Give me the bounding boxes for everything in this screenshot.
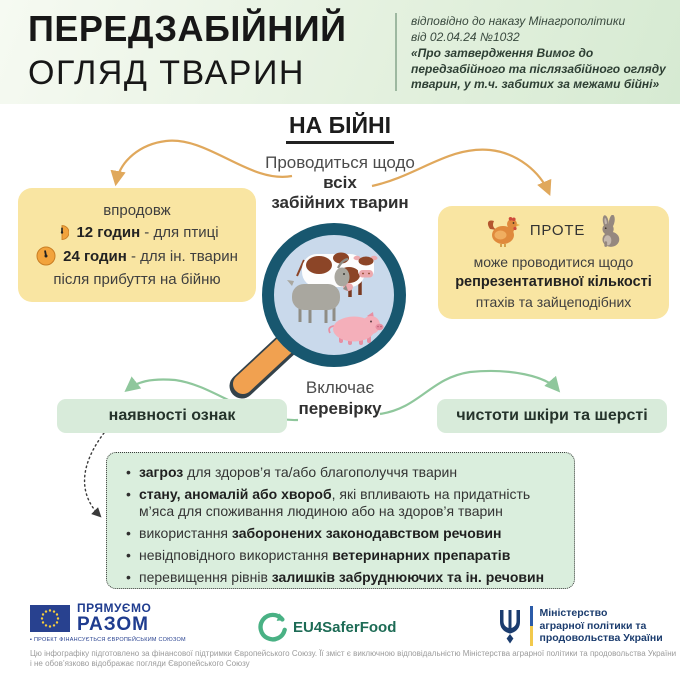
rabbit-icon (595, 215, 623, 247)
checklist-item: • загроз для здоров’я та/або благополуччя тварин (125, 464, 558, 481)
exception-box (438, 206, 669, 319)
ministry-logo (497, 606, 663, 646)
checklist-item: • стану, аномалій або хвороб, які впливають на придатність м’яса для споживання людиною або на здоров’я тварин (125, 486, 558, 520)
eu4saferfood-label: EU4SaferFood (293, 618, 397, 636)
checklist-item: • використання заборонених законодавством речовин (125, 525, 558, 542)
ministry-line3: продовольства України (539, 632, 663, 645)
includes-line1: Включає (305, 378, 375, 397)
eu-logo-line1: ПРЯМУЄМО (77, 601, 152, 615)
timing-target: - для птиці (140, 224, 219, 241)
exception-label: ПРОТЕ (529, 222, 586, 239)
dotted-arrow-to-checklist (85, 433, 104, 516)
order-ref-line2: від 02.04.24 №1032 (411, 29, 520, 44)
disclaimer-line2: і не обов’язково відображає погляди Європейського Союзу (30, 659, 250, 668)
eu-logo (30, 602, 186, 643)
ministry-flag-bar (530, 606, 533, 646)
timing-row-other (36, 246, 238, 266)
ministry-line1: Міністерство (539, 607, 608, 620)
header-divider (395, 13, 397, 91)
includes-line2: перевірку (298, 399, 382, 418)
eu-flag-icon (30, 605, 70, 632)
exception-header (484, 215, 623, 247)
timing-box (18, 188, 256, 302)
eu-logo-line2: РАЗОМ (77, 614, 149, 635)
checklist-box (106, 452, 575, 589)
disclaimer (30, 649, 675, 669)
order-quote: «Про затвердження Вимог до передзабійного та післязабійного огляду тварин, у т.ч. забитих за межами бійні» (411, 46, 666, 91)
clock-full-icon (36, 246, 56, 266)
order-ref-line1: відповідно до наказу Мінагрополітики (411, 14, 626, 28)
order-reference (411, 14, 668, 93)
conducted-line2: всіх (323, 173, 357, 192)
page-title-line1: ПЕРЕДЗАБІЙНИЙ (28, 8, 347, 49)
timing-row-poultry (55, 224, 218, 241)
chicken-icon (484, 215, 520, 247)
page-title-line2: ОГЛЯД ТВАРИН (28, 54, 305, 92)
ministry-line2: аграрної політики та (539, 619, 647, 632)
checklist-item: • невідповідного використання ветеринарних препаратів (125, 547, 558, 564)
section-title: НА БІЙНІ (0, 112, 680, 144)
header (0, 0, 680, 104)
check-pill-skin: чистоти шкіри та шерсті (437, 399, 667, 433)
timing-intro: впродовж (103, 202, 171, 219)
conducted-line3: забійних тварин (271, 193, 409, 212)
timing-target: - для ін. тварин (126, 247, 238, 265)
timing-hours: 12 годин (76, 224, 141, 241)
magnifier-animals-icon (222, 210, 447, 400)
clock-half-icon (55, 224, 69, 241)
disclaimer-line1: Цю інфографіку підготовлено за фінансової підтримки Європейського Союзу. Її зміст є виключною відповідальністю Міністерства аграрної політики та продовольства України (30, 649, 677, 658)
eu4saferfood-logo (256, 611, 396, 643)
exception-line2: репрезентативної кількості (455, 273, 652, 290)
checklist-item: • перевищення рівнів залишків забруднюючих та ін. речовин (125, 569, 558, 586)
exception-line1: може проводитися щодо (473, 253, 634, 270)
page-title (28, 6, 347, 95)
checklist (125, 464, 558, 586)
eu4saferfood-icon (256, 611, 288, 643)
conducted-line1: Проводиться щодо (265, 153, 415, 172)
eu-logo-subtext: ▪ ПРОЕКТ ФІНАНСУЄТЬСЯ ЄВРОПЕЙСЬКИМ СОЮЗОМ (30, 637, 186, 643)
trident-icon (497, 608, 523, 644)
timing-hours: 24 годин (63, 247, 127, 265)
exception-line3: птахів та зайцеподібних (475, 293, 632, 310)
check-pill-signs: наявності ознак (57, 399, 287, 433)
timing-outro: після прибуття на бійню (53, 271, 221, 288)
